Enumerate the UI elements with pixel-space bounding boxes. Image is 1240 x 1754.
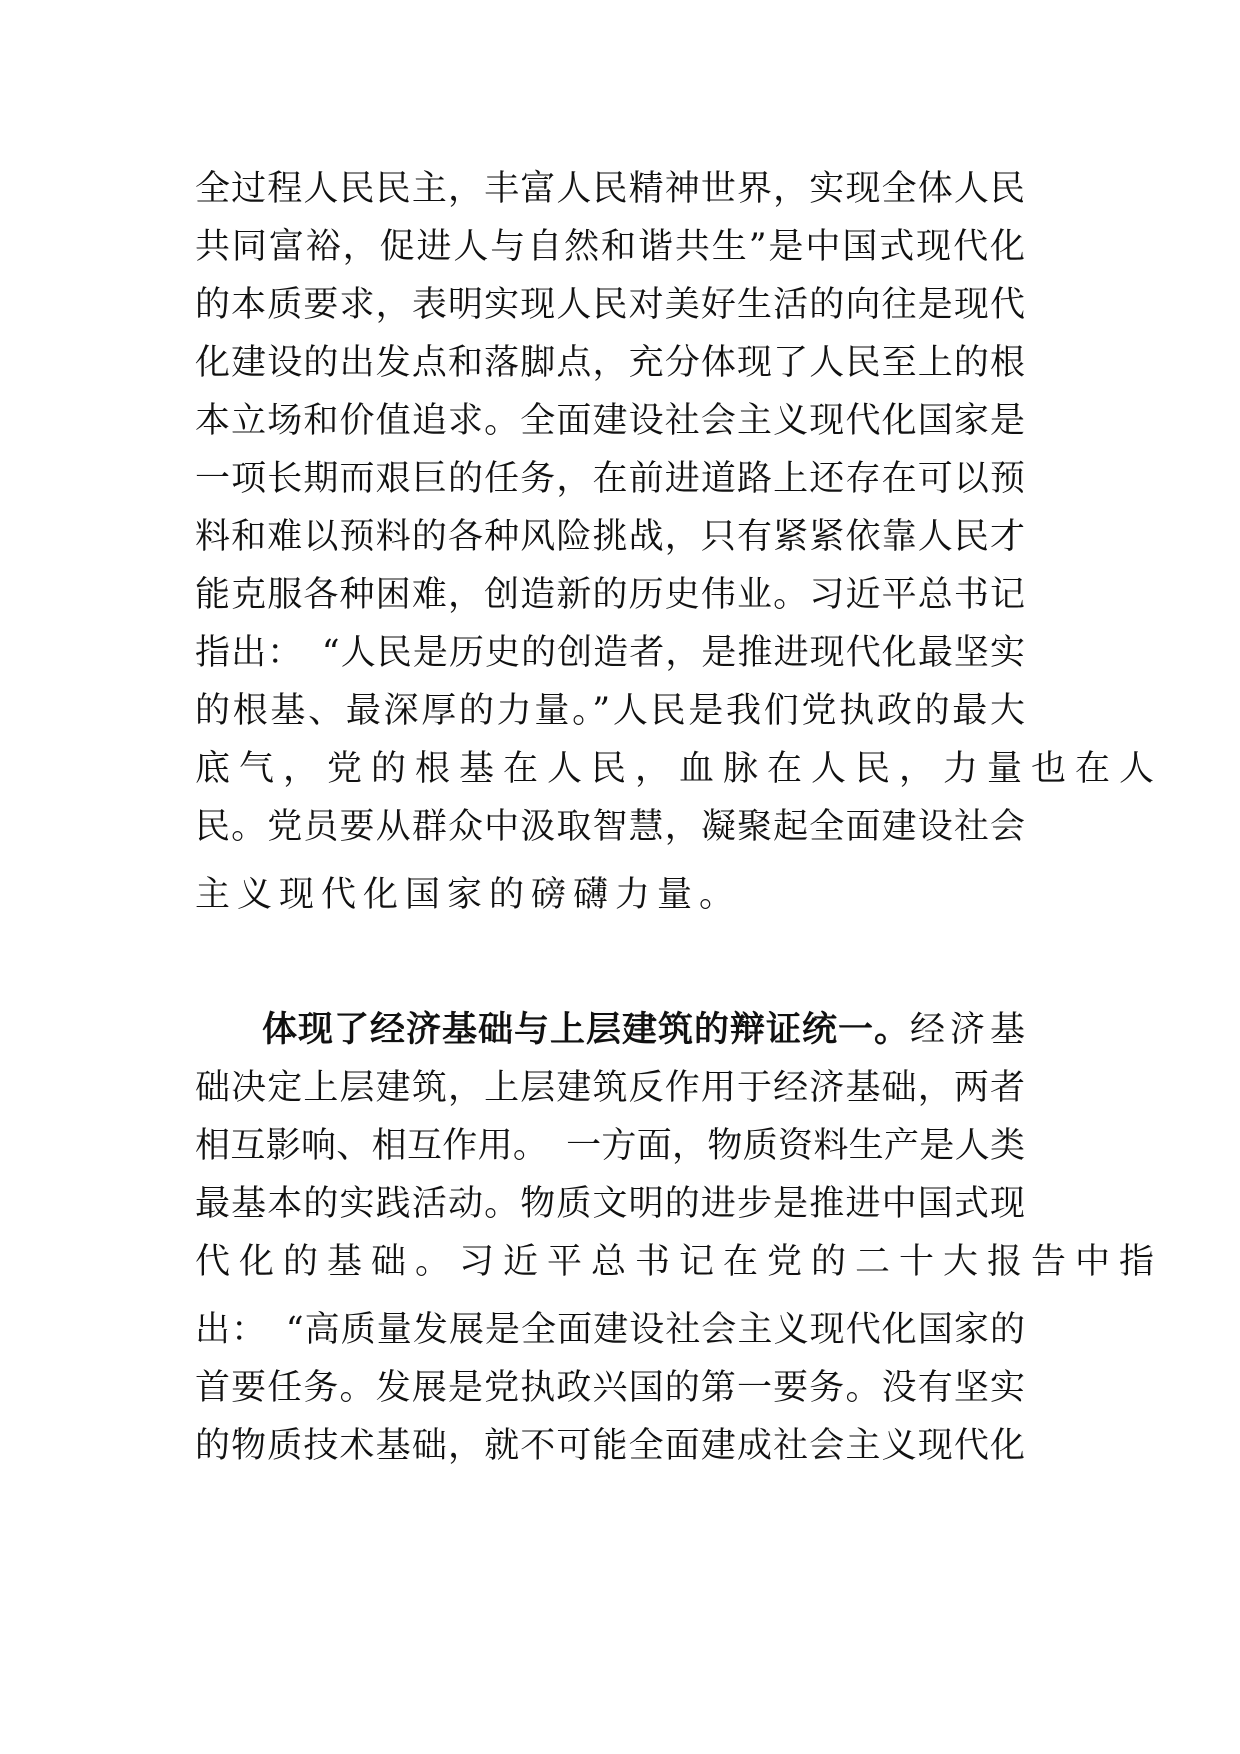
paragraph1-line-1: 全过程人民民主，丰富人民精神世界，实现全体人民	[195, 169, 1025, 209]
paragraph1-line-9: 指出： “人民是历史的创造者，是推进现代化最坚实	[195, 633, 1025, 673]
paragraph2-line-3: 相互影响、相互作用。 一方面，物质资料生产是人类	[195, 1126, 1025, 1166]
paragraph2-line-7: 首要任务。发展是党执政兴国的第一要务。没有坚实	[195, 1368, 1025, 1408]
paragraph1-line-3: 的本质要求，表明实现人民对美好生活的向往是现代	[195, 285, 1025, 325]
paragraph1-line-12: 民。党员要从群众中汲取智慧，凝聚起全面建设社会	[195, 807, 1025, 847]
paragraph2-line-4: 最基本的实践活动。物质文明的进步是推进中国式现	[195, 1184, 1025, 1224]
paragraph2-line-6: 出： “高质量发展是全面建设社会主义现代化国家的	[195, 1310, 1025, 1350]
paragraph1-line-2: 共同富裕，促进人与自然和谐共生”是中国式现代化	[195, 227, 1025, 267]
paragraph2-line-8: 的物质技术基础，就不可能全面建成社会主义现代化	[195, 1426, 1025, 1466]
paragraph1-line-13: 主义现代化国家的磅礴力量。	[195, 875, 742, 915]
paragraph1-line-4: 化建设的出发点和落脚点，充分体现了人民至上的根	[195, 343, 1025, 383]
paragraph2-lead-heading: 体现了经济基础与上层建筑的辩证统一。	[262, 1010, 911, 1050]
paragraph2-first-line-text: 经济基	[910, 1010, 1031, 1050]
paragraph1-line-8: 能克服各种困难，创造新的历史伟业。习近平总书记	[195, 575, 1025, 615]
paragraph1-line-5: 本立场和价值追求。全面建设社会主义现代化国家是	[195, 401, 1025, 441]
paragraph1-line-6: 一项长期而艰巨的任务，在前进道路上还存在可以预	[195, 459, 1025, 499]
paragraph2-line-5: 代化的基础。习近平总书记在党的二十大报告中指	[195, 1242, 1164, 1282]
paragraph2-line-2: 础决定上层建筑，上层建筑反作用于经济基础，两者	[195, 1068, 1025, 1108]
paragraph1-line-11: 底气，党的根基在人民，血脉在人民，力量也在人	[195, 749, 1164, 789]
paragraph1-line-10: 的根基、最深厚的力量。”人民是我们党执政的最大	[195, 691, 1025, 731]
paragraph2-line-1	[262, 1008, 1031, 1052]
paragraph1-line-7: 料和难以预料的各种风险挑战，只有紧紧依靠人民才	[195, 517, 1025, 557]
